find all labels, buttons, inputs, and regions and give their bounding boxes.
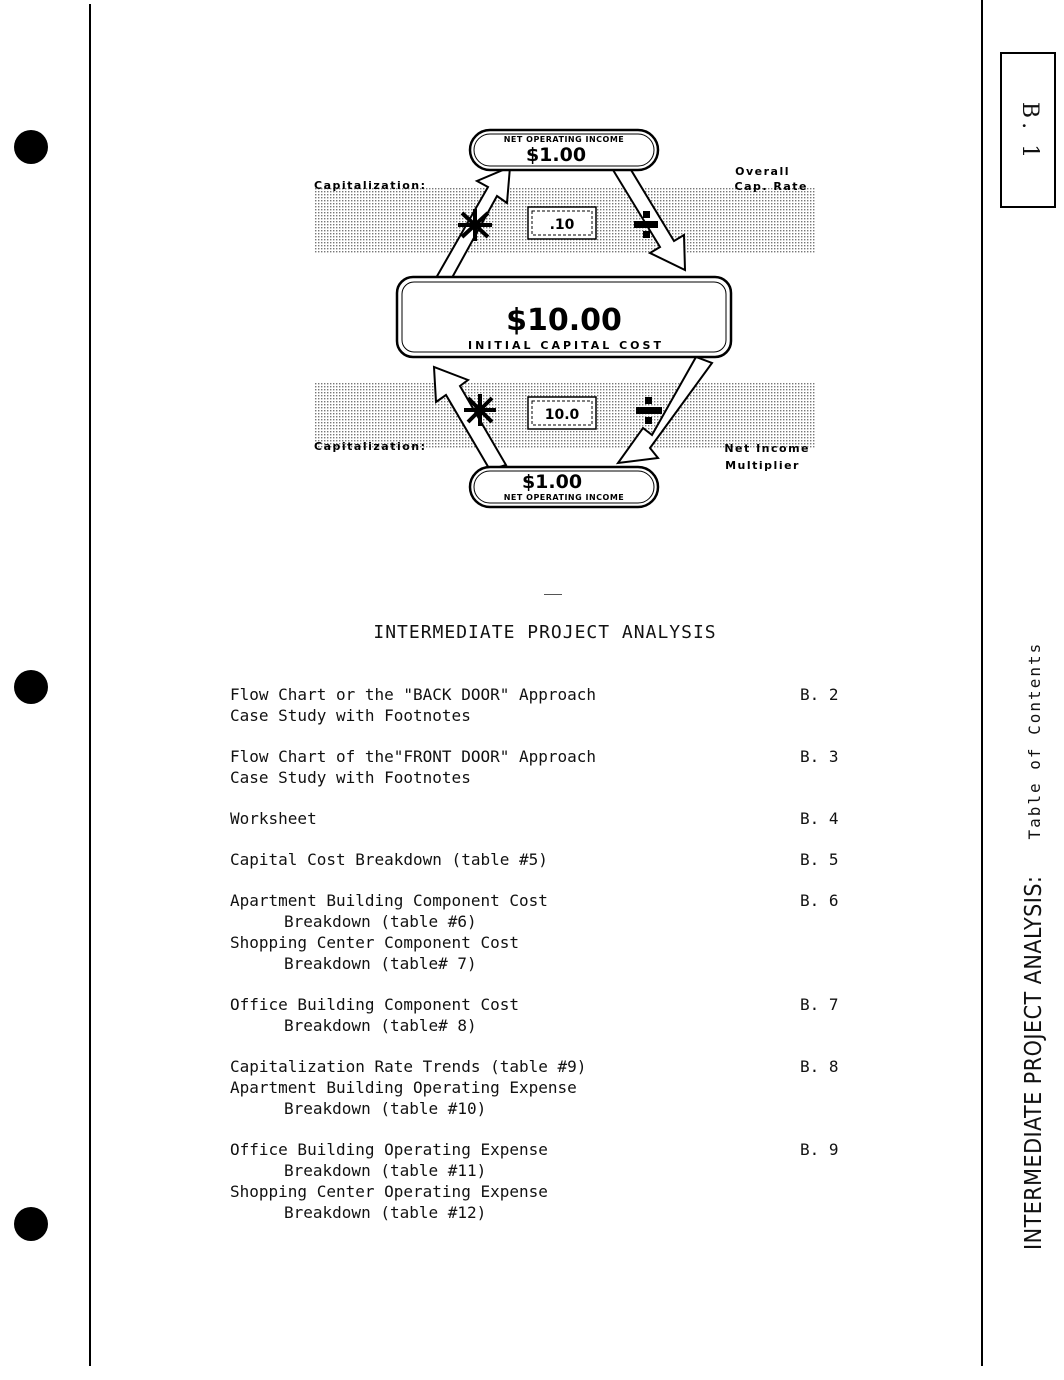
toc-page-ref: B. 7 — [800, 995, 839, 1014]
toc-page-ref: B. 4 — [800, 809, 839, 828]
toc-entry-line: Worksheet — [230, 809, 317, 828]
toc-page-ref: B. 9 — [800, 1140, 839, 1159]
binder-hole-top — [14, 130, 48, 164]
toc-entry-line: Apartment Building Operating Expense — [230, 1078, 577, 1097]
toc-page-ref: B. 5 — [800, 850, 839, 869]
toc-entry-line: Breakdown (table# 7) — [284, 954, 477, 973]
toc-entry-line: Breakdown (table #6) — [284, 912, 477, 931]
section-tab — [1000, 52, 1056, 208]
multiply-star-bottom-icon — [464, 394, 496, 426]
toc-page-ref: B. 6 — [800, 891, 839, 910]
toc-entry-line: Breakdown (table #10) — [284, 1099, 487, 1118]
toc-entry-line: Breakdown (table# 8) — [284, 1016, 477, 1035]
capitalization-label-top: Capitalization: — [314, 179, 427, 192]
overall-cap-rate-line2: Cap. Rate — [734, 180, 808, 193]
top-noi-value: $1.00 — [525, 144, 587, 166]
right-margin-line — [981, 0, 983, 1366]
center-capital-label: INITIAL CAPITAL COST — [468, 339, 664, 352]
toc-entry-line: Flow Chart of the"FRONT DOOR" Approach — [230, 747, 597, 766]
bottom-noi-value: $1.00 — [521, 471, 583, 493]
net-income-multiplier-line1: Net Income — [724, 442, 810, 455]
toc-entry-line: Case Study with Footnotes — [230, 706, 471, 725]
toc-entry — [230, 684, 870, 726]
toc-entry-line: Breakdown (table #11) — [284, 1161, 487, 1180]
toc-page-ref: B. 8 — [800, 1057, 839, 1076]
toc-entry — [230, 808, 870, 829]
toc-entry — [230, 849, 870, 870]
side-title-main: INTERMEDIATE PROJECT ANALYSIS: — [1021, 875, 1047, 1250]
multiply-star-top-icon — [458, 209, 492, 241]
section-tab-label: B. 1 — [1017, 101, 1043, 163]
toc-entry-line: Shopping Center Component Cost — [230, 933, 519, 952]
toc-entry-line: Office Building Component Cost — [230, 995, 519, 1014]
toc-entry-line: Office Building Operating Expense — [230, 1140, 548, 1159]
center-capital-value: $10.00 — [506, 303, 622, 338]
capitalization-label-bottom: Capitalization: — [314, 440, 427, 453]
top-noi-label: NET OPERATING INCOME — [503, 135, 625, 144]
net-income-multiplier-line2: Multiplier — [725, 459, 800, 472]
toc-entry — [230, 1139, 870, 1223]
toc-entry — [230, 746, 870, 788]
side-title — [1012, 600, 1056, 1250]
toc-entry-line: Shopping Center Operating Expense — [230, 1182, 548, 1201]
toc-entry-line: Flow Chart or the "BACK DOOR" Approach — [230, 685, 597, 704]
multiplier-value: 10.0 — [544, 407, 580, 423]
cap-rate-value: .10 — [549, 217, 575, 233]
separator-dash — [544, 594, 562, 595]
page-heading: INTERMEDIATE PROJECT ANALYSIS — [373, 622, 717, 643]
toc-entry-line: Breakdown (table #12) — [284, 1203, 487, 1222]
toc-page-ref: B. 3 — [800, 747, 839, 766]
toc-page-ref: B. 2 — [800, 685, 839, 704]
capitalization-diagram — [300, 125, 840, 515]
toc-entry — [230, 1056, 870, 1119]
bottom-noi-label: NET OPERATING INCOME — [503, 493, 625, 502]
toc-entry — [230, 994, 870, 1036]
binder-hole-middle — [14, 670, 48, 704]
table-of-contents — [230, 684, 870, 1243]
binder-hole-bottom — [14, 1207, 48, 1241]
toc-entry-line: Case Study with Footnotes — [230, 768, 471, 787]
toc-entry-line: Apartment Building Component Cost — [230, 891, 548, 910]
toc-entry-line: Capital Cost Breakdown (table #5) — [230, 850, 548, 869]
overall-cap-rate-line1: Overall — [735, 165, 790, 178]
toc-entry-line: Capitalization Rate Trends (table #9) — [230, 1057, 587, 1076]
toc-entry — [230, 890, 870, 974]
left-margin-line — [89, 4, 91, 1366]
side-title-sub: Table of Contents — [1024, 641, 1044, 840]
